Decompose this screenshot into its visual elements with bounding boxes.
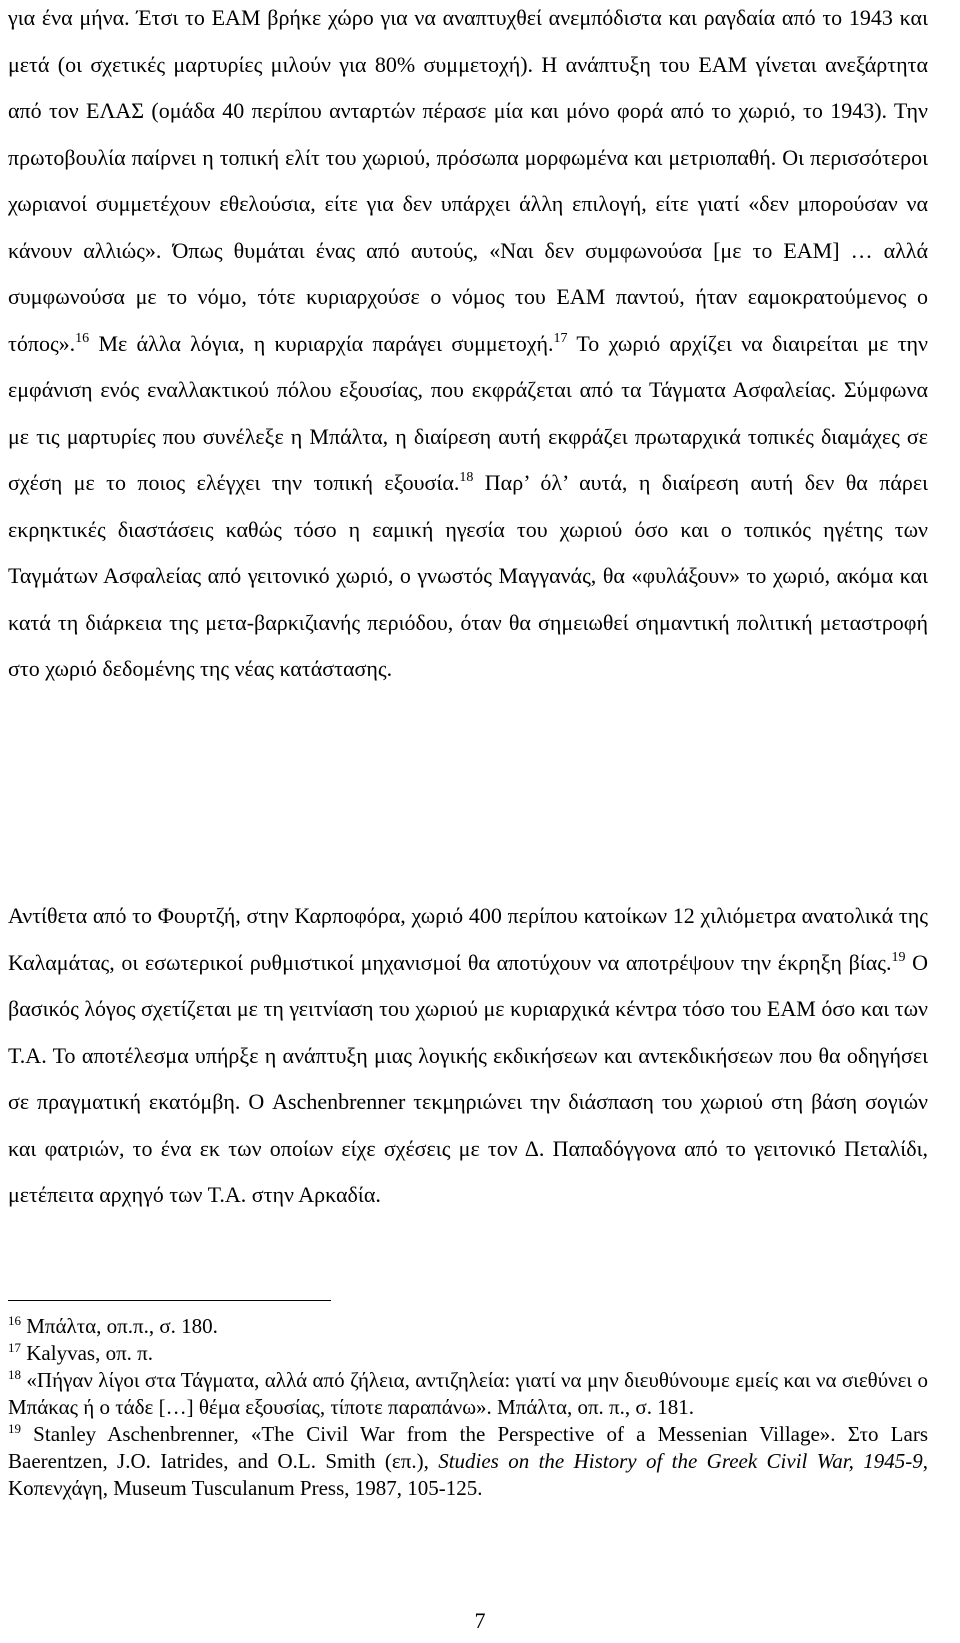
paragraph-text: Ο βασικός λόγος σχετίζεται με τη γειτνίαση του χωριού με κυριαρχικά κέντρα τόσο του ΕΑΜ όσο και των Τ.Α. Το αποτέλεσμα υπήρξε η ανάπτυξη μιας λογικής εκδικήσεων και αντεκδικήσεων που θα οδηγήσει σε πραγματική εκατόμβη. Ο Aschenbrenner τεκμηριώνει την διάσπαση του χωριού στη βάση σογιών και φατριών, το ένα εκ των οποίων είχε σχέσεις με τον Δ. Παπαδόγγονα από το γειτονικό Πεταλίδι, μετέπειτα αρχηγό των Τ.Α. στην Αρκαδία. bbox=[8, 949, 928, 1207]
paragraph-text: Με άλλα λόγια, η κυριαρχία παράγει συμμετοχή. bbox=[89, 330, 554, 356]
footnote-18 bbox=[8, 1367, 928, 1421]
footnote-text: , Κοπενχάγη, Museum Tusculanum Press, 1987, 105-125. bbox=[8, 1449, 929, 1500]
footnote-ref-17[interactable]: 17 bbox=[553, 330, 568, 346]
footnote-number: 18 bbox=[8, 1367, 21, 1382]
footnotes-section bbox=[8, 1313, 928, 1502]
footnote-text: Stanley Aschenbrenner, «The Civil War from the Perspective of a Messenian Village». Στο Lars Baerentzen, J.O. Iatrides, and O.L. Smith (επ.), bbox=[8, 1422, 928, 1473]
footnote-16 bbox=[8, 1313, 928, 1340]
paragraph-text: Το χωριό αρχίζει να διαιρείται με την εμφάνιση ενός εναλλακτικού πόλου εξουσίας, που εκφράζεται από τα Τάγματα Ασφαλείας. Σύμφωνα με τις μαρτυρίες που συνέλεξε η Μπάλτα, η διαίρεση αυτή εκφράζει πρωταρχικά τοπικές διαμάχες σε σχέση με το ποιος ελέγχει την τοπική εξουσία. bbox=[8, 330, 928, 495]
footnote-text: «Πήγαν λίγοι στα Τάγματα, αλλά από ζήλεια, αντιζηλεία: γιατί να μην διευθύνουμε εμείς και να σιεθύνει ο Μπάκας ή ο τάδε […] θέμα εξουσίας, τίποτε παραπάνω». Μπάλτα, οπ. π., σ. 181. bbox=[8, 1368, 928, 1419]
book-title: Studies on the History of the Greek Civil War, 1945-9 bbox=[438, 1449, 923, 1473]
footnote-19 bbox=[8, 1421, 928, 1502]
footnote-ref-18[interactable]: 18 bbox=[459, 470, 474, 485]
footnote-separator bbox=[8, 1300, 331, 1301]
footnote-ref-19[interactable]: 19 bbox=[891, 949, 906, 965]
paragraph-text: για ένα μήνα. Έτσι το ΕΑΜ βρήκε χώρο για να αναπτυχθεί ανεμπόδιστα και ραγδαία από το 1943 και μετά (οι σχετικές μαρτυρίες μιλούν για 80% συμμετοχή). Η ανάπτυξη του ΕΑΜ γίνεται ανεξάρτητα από τον ΕΛΑΣ (ομάδα 40 περίπου ανταρτών πέρασε μία και μόνο φορά από το χωριό, το 1943). Την πρωτοβουλία παίρνει η τοπική ελίτ του χωριού, πρόσωπα μορφωμένα και μετριοπαθή. Οι περισσότεροι χωριανοί συμμετέχουν εθελούσια, είτε για δεν υπάρχει άλλη επιλογή, είτε γιατί «δεν μπορούσαν να κάνουν αλλιώς». Όπως θυμάται ένας από αυτούς, «Ναι δεν συμφωνούσα [με το ΕΑΜ] … αλλά συμφωνούσα με το νόμο, τότε κυριαρχούσε ο νόμος του ΕΑΜ παντού, ήταν εαμοκρατούμενος ο τόπος». bbox=[8, 5, 928, 356]
footnote-text: Kalyvas, οπ. π. bbox=[21, 1341, 154, 1365]
page-number: 7 bbox=[474, 1608, 486, 1633]
footnote-text: Μπάλτα, οπ.π., σ. 180. bbox=[21, 1314, 218, 1338]
body-paragraph-1 bbox=[8, 0, 928, 693]
paragraph-text: Παρ’ όλ’ αυτά, η διαίρεση αυτή δεν θα πάρει εκρηκτικές διαστάσεις καθώς τόσο η εαμική ηγεσία του χωριού όσο και ο τοπικός ηγέτης των Ταγμάτων Ασφαλείας από γειτονικό χωριό, ο γνωστός Μαγγανάς, θα «φυλάξουν» το χωριό, ακόμα και κατά τη διάρκεια της μετα-βαρκιζιανής περιόδου, όταν θα σημειωθεί σημαντική πολιτική μεταστροφή στο χωριό δεδομένης της νέας κατάστασης. bbox=[8, 470, 928, 681]
footnote-17 bbox=[8, 1340, 928, 1367]
footnote-number: 19 bbox=[8, 1421, 21, 1436]
footnote-number: 17 bbox=[8, 1340, 21, 1355]
footnote-number: 16 bbox=[8, 1313, 21, 1328]
body-paragraph-2 bbox=[8, 893, 928, 1219]
footnote-ref-16[interactable]: 16 bbox=[75, 330, 90, 346]
paragraph-text: Αντίθετα από το Φουρτζή, στην Καρποφόρα, χωριό 400 περίπου κατοίκων 12 χιλιόμετρα ανατολικά της Καλαμάτας, οι εσωτερικοί ρυθμιστικοί μηχανισμοί θα αποτύχουν να αποτρέψουν την έκρηξη βίας. bbox=[8, 903, 928, 975]
